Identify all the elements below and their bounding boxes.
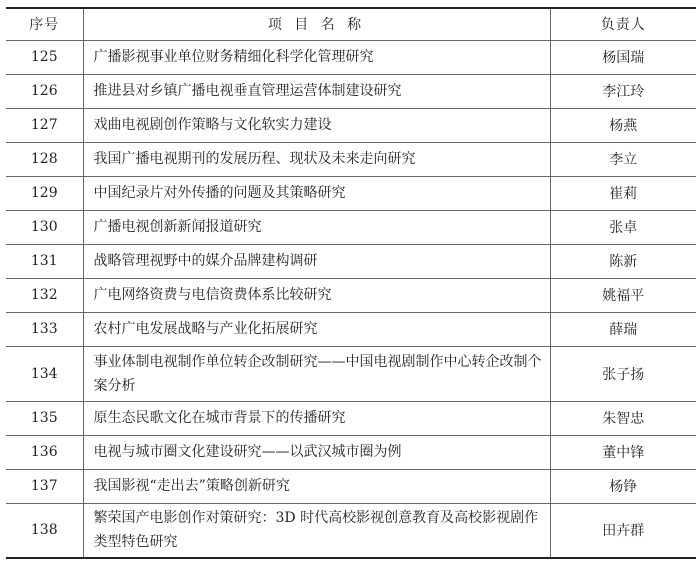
table-row — [6, 435, 696, 469]
project-name-cell: 广播电视创新新闻报道研究 — [83, 210, 550, 244]
table-row — [6, 108, 696, 142]
serial-number-cell: 127 — [6, 108, 83, 142]
serial-number-cell: 135 — [6, 401, 83, 435]
serial-number-cell: 137 — [6, 469, 83, 503]
table-row — [6, 176, 696, 210]
table-row — [6, 244, 696, 278]
serial-number-cell: 134 — [6, 346, 83, 401]
table-row — [6, 142, 696, 176]
owner-cell: 崔莉 — [550, 176, 696, 210]
owner-cell: 杨铮 — [550, 469, 696, 503]
owner-cell: 朱智忠 — [550, 401, 696, 435]
table-row — [6, 312, 696, 346]
serial-number-cell: 131 — [6, 244, 83, 278]
project-name-cell: 推进县对乡镇广播电视垂直管理运营体制建设研究 — [83, 74, 550, 108]
owner-cell: 董中锋 — [550, 435, 696, 469]
project-name-cell: 戏曲电视剧创作策略与文化软实力建设 — [83, 108, 550, 142]
project-name-cell: 广播影视事业单位财务精细化科学化管理研究 — [83, 40, 550, 74]
table-body — [6, 40, 696, 558]
project-name-cell: 广电网络资费与电信资费体系比较研究 — [83, 278, 550, 312]
owner-cell: 李江玲 — [550, 74, 696, 108]
project-name-cell: 农村广电发展战略与产业化拓展研究 — [83, 312, 550, 346]
serial-number-cell: 128 — [6, 142, 83, 176]
project-name-cell: 我国广播电视期刊的发展历程、现状及未来走向研究 — [83, 142, 550, 176]
project-name-cell: 繁荣国产电影创作对策研究：3D 时代高校影视创意教育及高校影视剧作类型特色研究 — [83, 503, 550, 558]
header-project-name: 项 目 名 称 — [83, 8, 550, 40]
owner-cell: 陈新 — [550, 244, 696, 278]
project-name-cell: 事业体制电视制作单位转企改制研究——中国电视剧制作中心转企改制个案分析 — [83, 346, 550, 401]
project-name-cell: 原生态民歌文化在城市背景下的传播研究 — [83, 401, 550, 435]
project-table — [6, 7, 696, 559]
table-row — [6, 503, 696, 558]
serial-number-cell: 133 — [6, 312, 83, 346]
table-header — [6, 8, 696, 40]
table-row — [6, 401, 696, 435]
owner-cell: 田卉群 — [550, 503, 696, 558]
table-row — [6, 210, 696, 244]
owner-cell: 薛瑞 — [550, 312, 696, 346]
table-row — [6, 40, 696, 74]
project-name-cell: 战略管理视野中的媒介品牌建构调研 — [83, 244, 550, 278]
owner-cell: 张卓 — [550, 210, 696, 244]
header-row — [6, 8, 696, 40]
serial-number-cell: 138 — [6, 503, 83, 558]
serial-number-cell: 126 — [6, 74, 83, 108]
serial-number-cell: 129 — [6, 176, 83, 210]
table-row — [6, 278, 696, 312]
serial-number-cell: 132 — [6, 278, 83, 312]
serial-number-cell: 125 — [6, 40, 83, 74]
serial-number-cell: 130 — [6, 210, 83, 244]
serial-number-cell: 136 — [6, 435, 83, 469]
owner-cell: 杨燕 — [550, 108, 696, 142]
table-row — [6, 74, 696, 108]
owner-cell: 张子扬 — [550, 346, 696, 401]
owner-cell: 姚福平 — [550, 278, 696, 312]
project-name-cell: 我国影视“走出去”策略创新研究 — [83, 469, 550, 503]
project-name-cell: 中国纪录片对外传播的问题及其策略研究 — [83, 176, 550, 210]
header-serial-number: 序号 — [6, 8, 83, 40]
header-owner: 负责人 — [550, 8, 696, 40]
table-row — [6, 346, 696, 401]
owner-cell: 李立 — [550, 142, 696, 176]
table-row — [6, 469, 696, 503]
project-name-cell: 电视与城市圈文化建设研究——以武汉城市圈为例 — [83, 435, 550, 469]
owner-cell: 杨国瑞 — [550, 40, 696, 74]
